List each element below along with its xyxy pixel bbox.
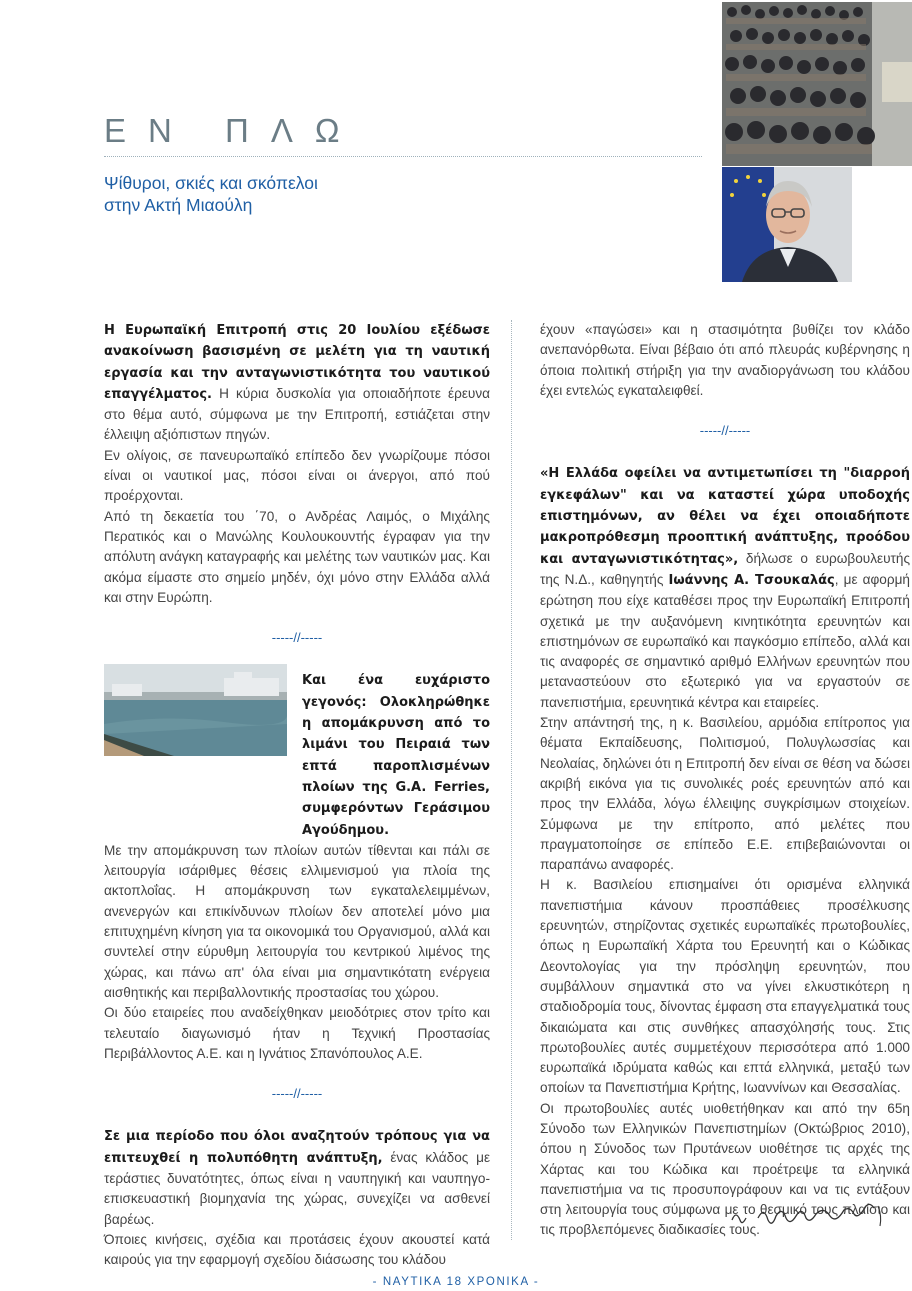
lead-bold-shipbuilding: Σε μια περίοδο που όλοι αναζητούν τρόπους για να επιτευχθεί η πολυπόθητη ανάπτυξη, (104, 1129, 490, 1166)
page-footer: - ΝΑΥΤΙΚΑ 18 ΧΡΟΝΙΚΑ - (372, 1276, 540, 1288)
separator: -----//----- (271, 630, 323, 646)
lead-bold-ferries: Και ένα ευχάριστο γεγονός: Ολοκληρώθηκε η απομάκρυνση από το λιμάνι του Πειραιά των επτά παροπλισμένων πλοίων της G.A. Ferries, συμφερόντων Γεράσιμου Αγούδημου. (302, 673, 490, 838)
lead-rest-shipbuilding: ένας κλάδος με τεράστιες δυνατότητες, όπως είναι η ναυπηγική και ναυπηγο-επισκευαστική βιομηχανία της χώρας, συνεχίζει να ασθενεί βαρέως. (104, 1149, 491, 1227)
separator: -----//----- (699, 423, 751, 439)
paragraph-stagnation: έχουν «παγώσει» και η στασιμότητα βυθίζει τον κλάδο ανεπανόρθωτα. Είναι βέβαιο ότι από πλευράς κυβέρνησης η όποια πολιτική στήριξη για την αναδιοργάνωση του κλάδου έχει εντελώς εγκαταλειφθεί. (540, 322, 910, 398)
signature-scribble (728, 1200, 910, 1232)
subtitle-line-2: στην Ακτή Μιαούλη (104, 195, 253, 215)
paragraph-eu-commission (104, 320, 490, 446)
separator: -----//----- (271, 1086, 323, 1102)
paragraph-universities: Η κ. Βασιλείου επισημαίνει ότι ορισμένα ελληνικά πανεπιστήμια κάνουν προσπάθειες προσέλκυσης ερευνητών, στηρίζοντας σχετικές ευρωπαϊκές πρωτοβουλίες, όπως η Ευρωπαϊκή Χάρτα του Ερευνητή και ο Κώδικας Δεοντολογίας για την πρόσληψη ερευνητών, που συμβάλλουν σημαντικά στο να γίνει ελκυστικότερη η σταδιοδρομία τους, δίνοντας έμφαση στα επαγγελματικά τους δικαιώματα και στις συνθήκες απασχόλησής τους. Στις πρωτοβουλίες αυτές συμμετέχουν περισσότερα από 1.000 ευρωπαϊκά ιδρύματα καθώς και επτά ελληνικά, μεταξύ των οποίων τα Πανεπιστήμια Κρήτης, Ιωαννίνων και Θεσσαλίας. (540, 877, 910, 1096)
section-title: ΕΝ ΠΛΩ (104, 112, 362, 149)
portrait-photo (722, 167, 852, 282)
mep-name: Ιωάννης Α. Τσουκαλάς (668, 572, 835, 588)
audience-photo (722, 2, 912, 166)
paragraph-brain-drain (540, 463, 910, 713)
harbor-block (104, 670, 490, 840)
paragraph-commissioner-reply: Στην απάντησή της, η κ. Βασιλείου, αρμόδια επίτροπος για θέματα Εκπαίδευσης, Πολιτισμού, Πολυγλωσσίας και Νεολαίας, δηλώνει ότι η Επιτροπή δεν είναι σε θέση να δώσει ακριβή εικόνα για τις συνολικές ροές ερευνητών από και προς την Ελλάδα, λόγω έλλειψης συγκρίσιμων στοιχείων. Σύμφωνα με την επίτροπο, από μελέτες που πραγματοποίησε σε επίπεδο Ε.Ε. επιβεβαιώνονται οι παραπάνω αναφορές. (540, 715, 910, 873)
column-divider (511, 320, 512, 1240)
paragraph-shipbuilding (104, 1126, 490, 1229)
brain-drain-rest: , με αφορμή ερώτηση που είχε καταθέσει προς την Ευρωπαϊκή Επιτροπή σχετικά με την αυξανόμενη κινητικότητα ερευνητών και επιστημόνων σε ευρωπαϊκό και παγκόσμιο επίπεδο, αλλά και τις αναφορές σε σημαντικό αριθμό Ελλήνων ερευνητών που μεταναστεύουν στο εξωτερικό για να εργαστούν σε πανεπιστήμια, ερευνητικά κέντρα και εταιρείες. (540, 571, 910, 710)
brain-drain-mid: δήλωσε ο ευρωβουλευτής της Ν.Δ., καθηγητής (540, 550, 910, 587)
article-subtitle (104, 172, 484, 216)
lead-rest-eu-commission: Η κύρια δυσκολία για οποιαδήποτε έρευνα στο θέμα αυτό, σύμφωνα με την Επιτροπή, εστιάζεται στην έλλειψη αξιόπιστων πηγών. (104, 385, 490, 443)
dotted-rule (104, 156, 702, 157)
paragraph-ship-removal: Με την απομάκρυνση των πλοίων αυτών τίθενται και πάλι σε λειτουργία ισάριθμες θέσεις ελλιμενισμού για πλοία της ακτοπλοΐας. Η απομάκρυνση των εγκαταλελειμμένων, ανενεργών και επικίνδυνων πλοίων δεν αποτελεί μόνο μια επιτυχημένη κίνηση για τα οικονομικά του Οργανισμού, αλλά και συντελεί στην εύρυθμη λειτουργία του κεντρικού λιμένος της χώρας, και πάνω απ' όλα είναι μια σημαντικότατη ενέργεια αισθητικής και περιβαλλοντικής προστασίας του χώρου. (104, 842, 490, 1000)
left-column (104, 320, 490, 1270)
paragraph-ferries-headline (104, 670, 490, 840)
audience-illustration (722, 2, 912, 166)
paragraph-synod: Οι πρωτοβουλίες αυτές υιοθετήθηκαν και από την 65η Σύνοδο των Ελληνικών Πανεπιστημίων (Οκτώβριος 2010), όπου η Σύνοδος των Πρυτάνεων υιοθέτησε τις αρχές της Χάρτας και του Κώδικα και προέτρεψε τα ελληνικά πανεπιστήμια να τις προσυπογράφουν και να τις εντάξουν στη λειτουργία τους σύμφωνα με το θεσμικό τους πλαίσιο και τις προβλεπόμενες διαδικασίες τους. (540, 1100, 910, 1238)
lead-bold-brain-drain: «Η Ελλάδα οφείλει να αντιμετωπίσει τη "διαρροή εγκεφάλων" και να καταστεί χώρα υποδοχής επιστημόνων, αν θέλει να έχει οποιαδήποτε μακροπρόθεσμη προοπτική ανάπτυξης, προόδου και ανταγωνιστικότητας», (540, 466, 910, 567)
lead-bold-eu-commission: Η Ευρωπαϊκή Επιτροπή στις 20 Ιουλίου εξέδωσε ανακοίνωση βασισμένη σε μελέτη για τη ναυτική εργασία και την ανταγωνιστικότητα του ναυτικού επαγγέλματος. (104, 323, 490, 402)
paragraph-rescue-plans: Όποιες κινήσεις, σχέδια και προτάσεις έχουν ακουστεί κατά καιρούς για την εφαρμογή σχεδίου διάσωσης του κλάδου (104, 1231, 490, 1268)
paragraph-contractors: Οι δύο εταιρείες που αναδείχθηκαν μειοδότριες στον τρίτο και τελευταίο διαγωνισμό ήταν η Τεχνική Προστασίας Περιβάλλοντος Α.Ε. και η Ιγνάτιος Σπανόπουλος Α.Ε. (104, 1005, 490, 1061)
signature (728, 1200, 910, 1232)
paragraph-history: Από τη δεκαετία του ΄70, ο Ανδρέας Λαιμός, ο Μιχάλης Περατικός και ο Μανώλης Κουλουκουντής έγραφαν για την απόλυτη ανάγκη καταγραφής και μελέτης των ναυτικών μας. Και ακόμα είμαστε στο σημείο μηδέν, όχι μόνο στην Ελλάδα αλλά και στην Ευρώπη. (104, 508, 490, 605)
portrait-illustration (722, 167, 852, 282)
right-column (540, 320, 910, 1241)
paragraph-seafarer-stats: Εν ολίγοις, σε πανευρωπαϊκό επίπεδο δεν γνωρίζουμε πόσοι είναι οι ναυτικοί μας, πόσοι είναι οι άνεργοι, από πού προέρχονται. (104, 447, 490, 504)
subtitle-line-1: Ψίθυροι, σκιές και σκόπελοι (104, 173, 318, 193)
